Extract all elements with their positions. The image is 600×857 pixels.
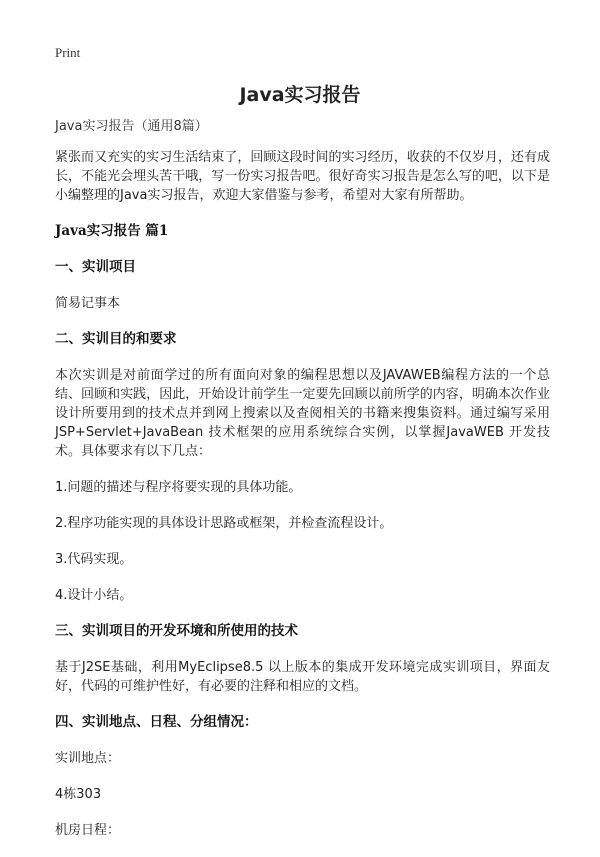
requirement-item: 1.问题的描述与程序将要实现的具体功能。 [55, 480, 302, 495]
section1-heading: 一、实训项目 [55, 259, 136, 275]
schedule-label: 机房日程： [55, 823, 121, 838]
page-title: Java实习报告 [239, 84, 361, 106]
intro-paragraph: 紧张而又充实的实习生活结束了，回顾这段时间的实习经历，收获的不仅岁月，还有成长，不能光会埋头苦干哦，写一份实习报告吧。很好奇实习报告是怎么写的吧，以下是小编整理的Java实习报告，欢迎大家借鉴与参考，希望对大家有所帮助。 [55, 150, 550, 203]
print-label: Print [55, 45, 81, 60]
section2-body: 本次实训是对前面学过的所有面向对象的编程思想以及JAVAWEB编程方法的一个总结、回顾和实践，因此，开始设计前学生一定要先回顾以前所学的内容，明确本次作业设计所要用到的技术点并到网上搜索以及查阅相关的书籍来搜集资料。通过编写采用JSP+Servlet+JavaBean 技术框架的应用系统综合实例，以掌握JavaWEB 开发技术。具体要求有以下几点： [55, 368, 550, 459]
requirement-item: 4.设计小结。 [55, 588, 133, 603]
location-label: 实训地点： [55, 751, 121, 766]
section2-heading: 二、实训目的和要求 [55, 331, 177, 347]
requirement-item: 3.代码实现。 [55, 552, 133, 567]
section4-heading: 四、实训地点、日程、分组情况： [55, 714, 258, 730]
location-value: 4栋303 [55, 787, 102, 802]
requirement-item: 2.程序功能实现的具体设计思路或框架，并检查流程设计。 [55, 516, 393, 531]
section3-heading: 三、实训项目的开发环境和所使用的技术 [55, 623, 298, 639]
section1-body: 简易记事本 [55, 296, 121, 311]
document-subtitle: Java实习报告（通用8篇） [55, 119, 208, 134]
document-body [55, 118, 550, 857]
section3-body: 基于J2SE基础，利用MyEclipse8.5 以上版本的集成开发环境完成实训项目，界面友好，代码的可维护性好，有必要的注释和相应的文档。 [55, 660, 550, 694]
part-title: Java实习报告 篇1 [55, 223, 169, 239]
